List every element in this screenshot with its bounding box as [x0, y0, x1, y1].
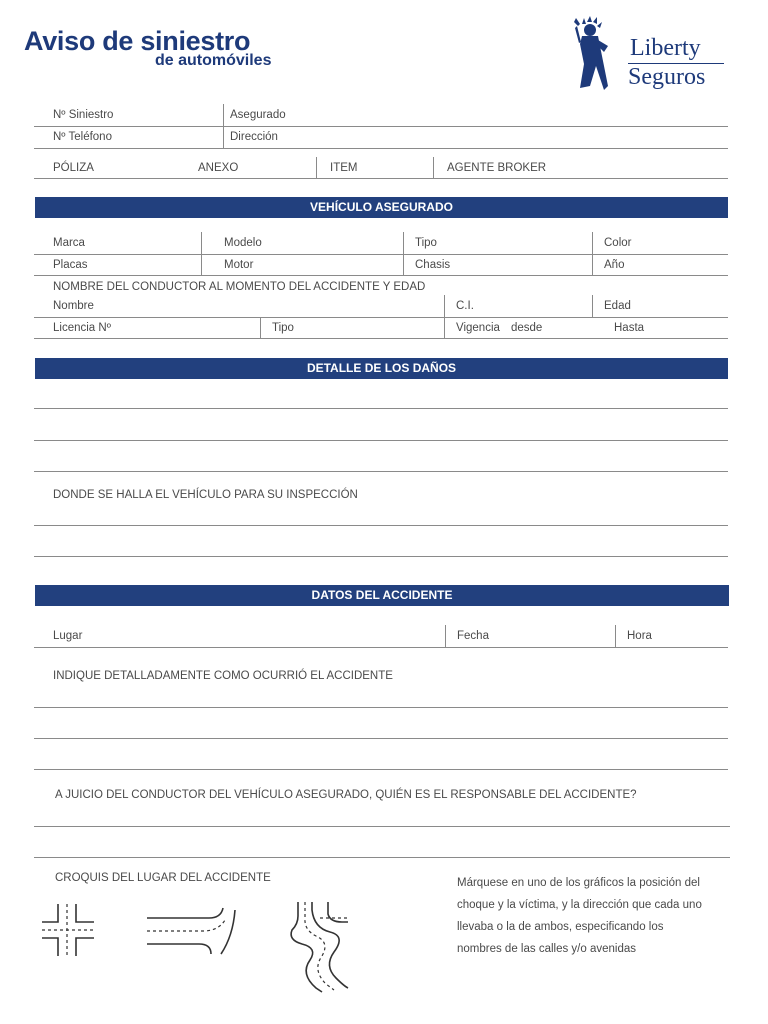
- how-line[interactable]: [34, 738, 728, 739]
- how-line[interactable]: [34, 707, 728, 708]
- color-label: Color: [604, 237, 632, 249]
- telefono-line[interactable]: [34, 148, 728, 149]
- placas-label: Placas: [53, 259, 88, 271]
- inspection-label: DONDE SE HALLA EL VEHÍCULO PARA SU INSPECCIÓN: [53, 489, 358, 501]
- responsible-line[interactable]: [34, 826, 730, 827]
- tipo-label: Tipo: [415, 237, 437, 249]
- asegurado-label: Asegurado: [230, 109, 286, 121]
- how-label: INDIQUE DETALLADAMENTE COMO OCURRIÓ EL ACCIDENTE: [53, 670, 393, 682]
- direccion-label: Dirección: [230, 131, 278, 143]
- divider: [201, 254, 202, 275]
- hora-label: Hora: [627, 630, 652, 642]
- divider: [445, 625, 446, 647]
- section-header-damage: DETALLE DE LOS DAÑOS: [35, 358, 728, 379]
- responsible-line[interactable]: [34, 857, 730, 858]
- telefono-label: Nº Teléfono: [53, 131, 112, 143]
- divider: [444, 317, 445, 338]
- inspection-line[interactable]: [34, 556, 728, 557]
- siniestro-line[interactable]: [34, 126, 728, 127]
- divider: [260, 317, 261, 338]
- sketch-instructions: Márquese en uno de los gráficos la posición del choque y la víctima, y la dirección que cada uno llevaba o la de ambos, especificando los nombres de las calles y/o avenidas: [457, 877, 702, 955]
- section-header-accident: DATOS DEL ACCIDENTE: [35, 585, 729, 606]
- anexo-label: ANEXO: [198, 162, 239, 174]
- licencia-tipo-label: Tipo: [272, 322, 294, 334]
- divider: [592, 232, 593, 254]
- damage-line[interactable]: [34, 440, 728, 441]
- divider: [444, 295, 445, 317]
- form-subtitle: de automóviles: [155, 52, 272, 69]
- driver-heading: NOMBRE DEL CONDUCTOR AL MOMENTO DEL ACCIDENTE Y EDAD: [53, 281, 426, 293]
- nombre-line[interactable]: [34, 317, 728, 318]
- sketch-heading: CROQUIS DEL LUGAR DEL ACCIDENTE: [55, 872, 271, 884]
- modelo-label: Modelo: [224, 237, 262, 249]
- agente-label: AGENTE BROKER: [447, 162, 547, 174]
- motor-label: Motor: [224, 259, 254, 271]
- siniestro-label: Nº Siniestro: [53, 109, 114, 121]
- hasta-label: Hasta: [614, 322, 645, 334]
- fecha-label: Fecha: [457, 630, 489, 642]
- section-header-vehicle: VEHÍCULO ASEGURADO: [35, 197, 728, 218]
- lugar-line[interactable]: [34, 647, 728, 648]
- winding-road-diagram-icon[interactable]: [290, 900, 350, 994]
- damage-line[interactable]: [34, 471, 728, 472]
- how-line[interactable]: [34, 769, 728, 770]
- divider: [433, 157, 434, 179]
- form-title: Aviso de siniestro: [24, 26, 251, 56]
- chasis-label: Chasis: [415, 259, 451, 271]
- desde-label: desde: [511, 322, 543, 334]
- logo-text-seguros: Seguros: [628, 64, 706, 90]
- inspection-line[interactable]: [34, 525, 728, 526]
- poliza-label: PÓLIZA: [53, 162, 94, 174]
- licencia-line[interactable]: [34, 338, 728, 339]
- intersection-diagram-icon[interactable]: [40, 902, 96, 958]
- item-label: ITEM: [330, 162, 358, 174]
- divider: [403, 254, 404, 275]
- divider: [592, 254, 593, 275]
- divider: [223, 126, 224, 148]
- vigencia-label: Vigencia: [456, 322, 500, 334]
- divider: [201, 232, 202, 254]
- lugar-label: Lugar: [53, 630, 83, 642]
- statue-of-liberty-icon: [568, 16, 628, 92]
- curve-junction-diagram-icon[interactable]: [145, 906, 237, 956]
- divider: [592, 295, 593, 317]
- marca-line[interactable]: [34, 254, 728, 255]
- damage-line[interactable]: [34, 408, 728, 409]
- logo-text-liberty: Liberty: [630, 35, 701, 61]
- divider: [316, 157, 317, 179]
- divider: [615, 625, 616, 647]
- placas-line[interactable]: [34, 275, 728, 276]
- licencia-label: Licencia Nº: [53, 322, 111, 334]
- marca-label: Marca: [53, 237, 85, 249]
- poliza-line[interactable]: [34, 178, 728, 179]
- nombre-label: Nombre: [53, 300, 94, 312]
- edad-label: Edad: [604, 300, 631, 312]
- anio-label: Año: [604, 259, 625, 271]
- divider: [223, 104, 224, 126]
- ci-label: C.I.: [456, 300, 474, 312]
- divider: [403, 232, 404, 254]
- responsible-label: A JUICIO DEL CONDUCTOR DEL VEHÍCULO ASEGURADO, QUIÉN ES EL RESPONSABLE DEL ACCIDENTE?: [55, 789, 637, 801]
